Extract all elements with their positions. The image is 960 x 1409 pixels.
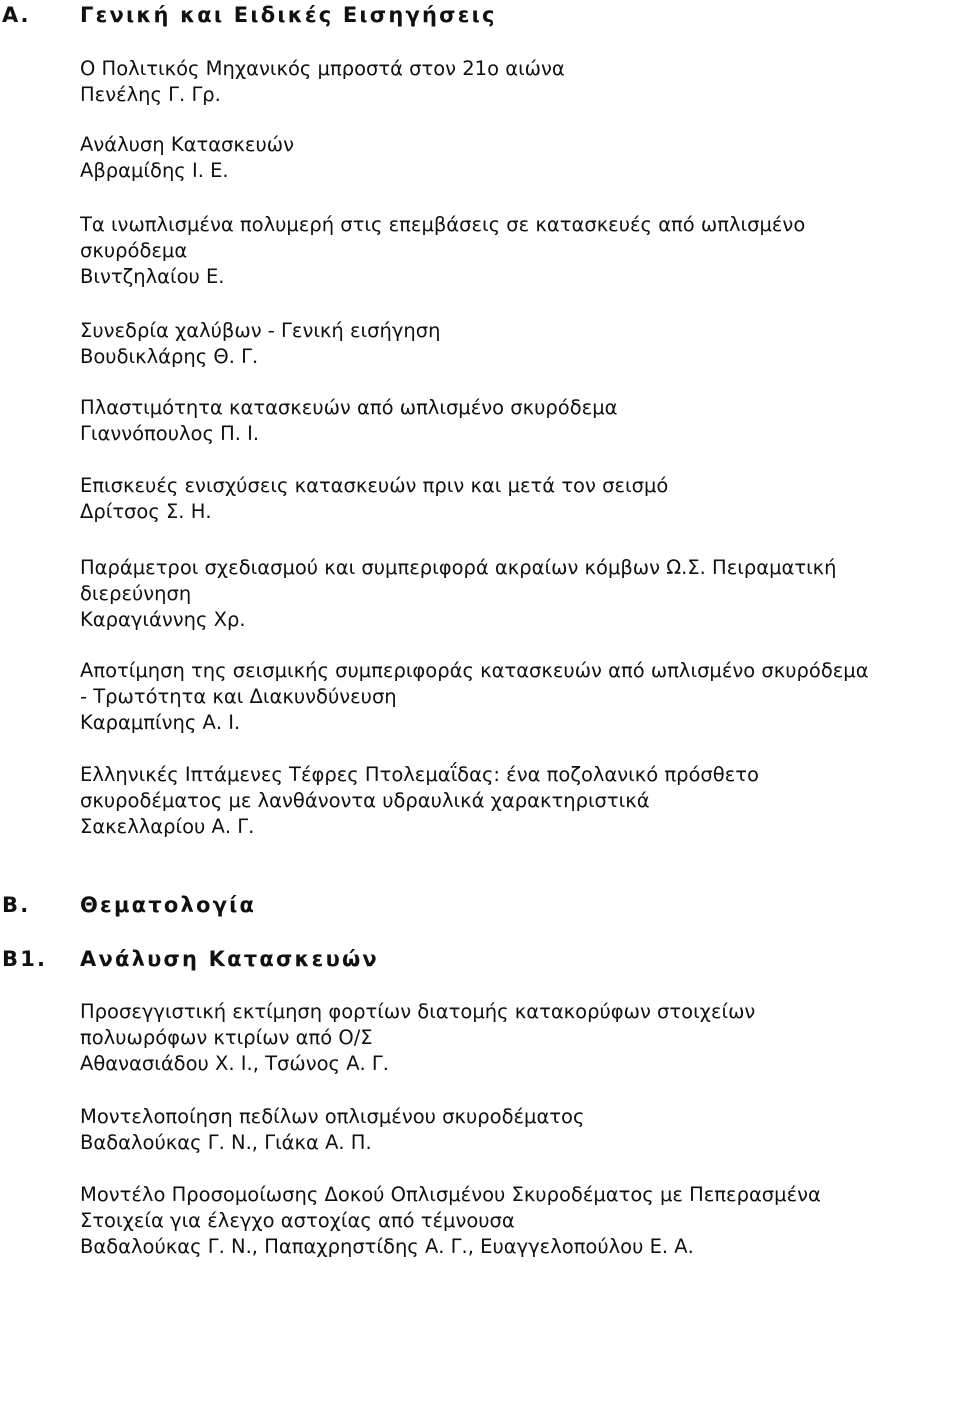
entry-title-continued: Στοιχεία για έλεγχο αστοχίας από τέμνουσα [80,1209,515,1232]
entry-title: Παράμετροι σχεδιασμού και συμπεριφορά ακραίων κόμβων Ω.Σ. Πειραματική [80,556,837,579]
entry-title-continued: διερεύνηση [80,582,192,605]
entry [80,762,940,840]
entry [80,318,940,370]
entry-title: Τα ινωπλισμένα πολυμερή στις επεμβάσεις σε κατασκευές από ωπλισμένο [80,213,806,236]
entry-authors: Αθανασιάδου Χ. Ι., Τσώνος Α. Γ. [80,1052,389,1075]
entry-title: Συνεδρία χαλύβων - Γενική εισήγηση [80,319,441,342]
entry [80,212,940,290]
section-title: Ανάλυση Κατασκευών [80,947,379,971]
entry-authors: Δρίτσος Σ. Η. [80,500,212,523]
entry [80,1182,940,1260]
section-number: Α. [2,3,31,27]
entry-title: Μοντελοποίηση πεδίλων οπλισμένου σκυροδέματος [80,1105,585,1128]
entry-title: Ανάλυση Κατασκευών [80,133,294,156]
entry [80,56,940,108]
entry [80,395,940,447]
entry [80,555,940,633]
entry-authors: Βαδαλούκας Γ. Ν., Παπαχρηστίδης Α. Γ., Ευαγγελοπούλου Ε. Α. [80,1235,694,1258]
entry-authors: Σακελλαρίου Α. Γ. [80,815,255,838]
entry-title-continued: σκυροδέματος με λανθάνοντα υδραυλικά χαρακτηριστικά [80,789,650,812]
entry [80,473,940,525]
entry [80,1104,940,1156]
entry-authors: Βιντζηλαίου Ε. [80,265,225,288]
section-title: Θεματολογία [80,893,257,917]
entry-title: Επισκευές ενισχύσεις κατασκευών πριν και μετά τον σεισμό [80,474,669,497]
entry-title-continued: σκυρόδεμα [80,239,188,262]
entry-authors: Αβραμίδης Ι. Ε. [80,159,229,182]
entry-title-continued: - Τρωτότητα και Διακυνδύνευση [80,685,397,708]
entry [80,658,940,736]
entry-title-continued: πολυωρόφων κτιρίων από Ο/Σ [80,1026,373,1049]
entry-authors: Καραμπίνης Α. Ι. [80,711,241,734]
entry [80,999,940,1077]
section-number: Β. [2,893,31,917]
entry-title: Ελληνικές Ιπτάμενες Τέφρες Πτολεμαΐδας: ένα ποζολανικό πρόσθετο [80,763,759,786]
entry-authors: Καραγιάννης Χρ. [80,608,246,631]
entry-title: Προσεγγιστική εκτίμηση φορτίων διατομής κατακορύφων στοιχείων [80,1000,756,1023]
entry-title: Αποτίμηση της σεισμικής συμπεριφοράς κατασκευών από ωπλισμένο σκυρόδεμα [80,659,869,682]
entry-title: Πλαστιμότητα κατασκευών από ωπλισμένο σκυρόδεμα [80,396,618,419]
section-number: Β1. [2,947,48,971]
entry-authors: Γιαννόπουλος Π. Ι. [80,422,260,445]
entry-authors: Βαδαλούκας Γ. Ν., Γιάκα Α. Π. [80,1131,372,1154]
entry-title: Ο Πολιτικός Μηχανικός μπροστά στον 21ο αιώνα [80,57,565,80]
entry-authors: Πενέλης Γ. Γρ. [80,83,221,106]
entry-title: Μοντέλο Προσομοίωσης Δοκού Οπλισμένου Σκυροδέματος με Πεπερασμένα [80,1183,821,1206]
section-title: Γενική και Ειδικές Εισηγήσεις [80,3,497,27]
entry-authors: Βουδικλάρης Θ. Γ. [80,345,259,368]
entry [80,132,940,184]
